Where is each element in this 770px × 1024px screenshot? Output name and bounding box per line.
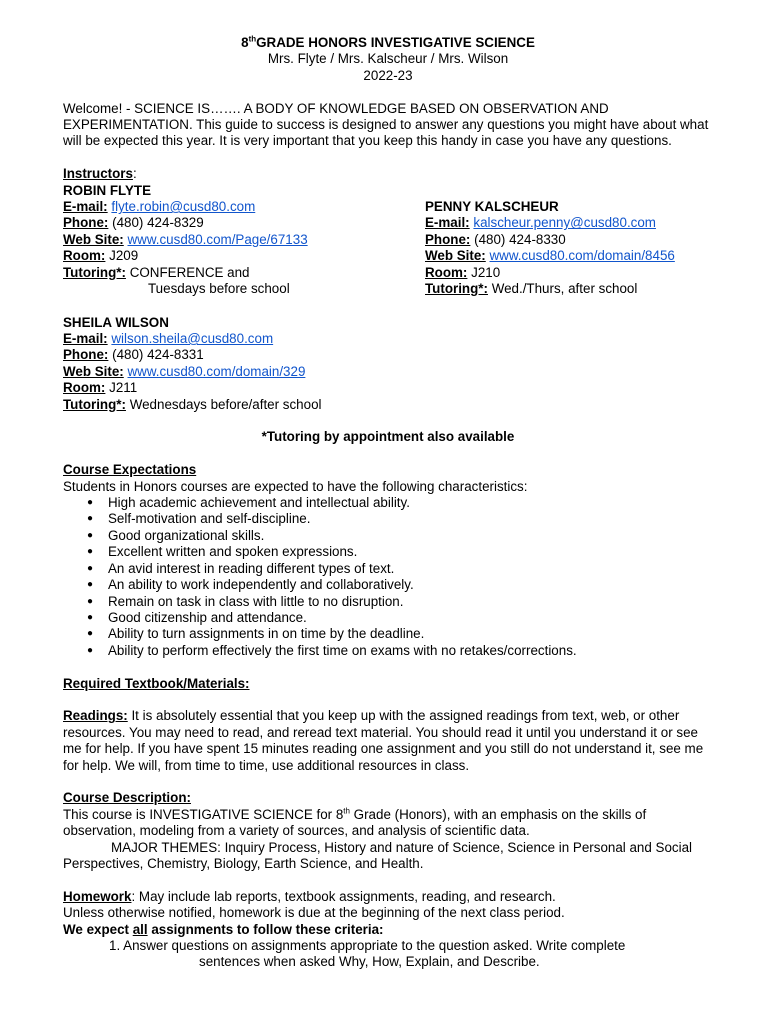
instructor-name: ROBIN FLYTE [63, 182, 152, 198]
phone-label: Phone: [63, 347, 109, 363]
list-item-text: An ability to work independently and collaboratively. [108, 577, 414, 593]
grade-number: 8 [241, 35, 249, 50]
expectations-heading: Course Expectations [63, 462, 197, 478]
grade-superscript: th [343, 806, 350, 816]
tutoring-value: Wed./Thurs, after school [491, 281, 638, 297]
list-item-text: Ability to perform effectively the first time on exams with no retakes/corrections. [108, 642, 577, 658]
list-item-text: Good organizational skills. [108, 527, 265, 543]
website-link[interactable]: www.cusd80.com/Page/67133 [127, 231, 308, 247]
list-item [63, 938, 713, 971]
materials-heading: Required Textbook/Materials: [63, 675, 250, 691]
website-label: Web Site: [63, 363, 124, 379]
course-description-text [63, 807, 713, 840]
criteria-intro-all: all [132, 921, 148, 937]
email-link[interactable]: flyte.robin@cusd80.com [111, 199, 256, 215]
course-title-text: GRADE HONORS INVESTIGATIVE SCIENCE [256, 35, 535, 50]
readings-label: Readings: [63, 708, 128, 724]
email-label: E-mail: [425, 215, 470, 231]
bullet-icon: ● [87, 497, 94, 509]
list-item [63, 544, 713, 560]
instructors-heading-text: Instructors [63, 166, 133, 182]
teacher-names: Mrs. Flyte / Mrs. Kalscheur / Mrs. Wilson [267, 51, 509, 67]
instructor-kalscheur [425, 199, 725, 297]
instructors-colon: : [132, 166, 137, 182]
course-description-heading: Course Description: [63, 790, 191, 806]
course-description-a: This course is INVESTIGATIVE SCIENCE for 8 [63, 806, 344, 822]
list-item-text: An avid interest in reading different types of text. [108, 560, 395, 576]
room-value: J209 [109, 248, 139, 264]
room-label: Room: [63, 248, 106, 264]
tutoring-value: CONFERENCE and [129, 264, 250, 280]
list-item-text: High academic achievement and intellectual ability. [108, 495, 410, 511]
room-value: J210 [471, 264, 501, 280]
school-year: 2022-23 [363, 67, 413, 83]
criteria-text-cont: sentences when asked Why, How, Explain, and Describe. [199, 954, 540, 970]
list-item-text: Self-motivation and self-discipline. [108, 511, 311, 527]
welcome-paragraph: Welcome! - SCIENCE IS……. A BODY OF KNOWLEDGE BASED ON OBSERVATION AND EXPERIMENTATION. This guide to success is designed to answer any questions you might have about what will be expected this year. It is very important that you keep this handy in case you have any questions. [63, 100, 709, 149]
list-item [63, 511, 713, 527]
website-link[interactable]: www.cusd80.com/domain/329 [127, 363, 306, 379]
criteria-intro-a: We expect [63, 921, 133, 937]
website-label: Web Site: [63, 231, 124, 247]
website-link[interactable]: www.cusd80.com/domain/8456 [489, 248, 675, 264]
tutoring-note: *Tutoring by appointment also available [261, 429, 515, 445]
bullet-icon: ● [87, 562, 94, 574]
course-description-b: Grade (Honors), with an emphasis on the skills of observation, modeling from a variety of sources, and analysis of scientific data. [63, 806, 647, 839]
tutoring-label: Tutoring*: [63, 264, 126, 280]
grade-superscript: th [248, 34, 257, 44]
homework-paragraph [63, 889, 713, 905]
list-item [63, 626, 713, 642]
list-item [63, 577, 713, 593]
tutoring-value: Wednesdays before/after school [129, 396, 322, 412]
homework-text: : May include lab reports, textbook assignments, reading, and research. [131, 888, 556, 904]
website-label: Web Site: [425, 248, 486, 264]
list-item-text: Excellent written and spoken expressions. [108, 544, 358, 560]
bullet-icon: ● [87, 513, 94, 525]
phone-label: Phone: [425, 231, 471, 247]
list-item-text: Remain on task in class with little to no disruption. [108, 593, 404, 609]
tutoring-label: Tutoring*: [63, 396, 126, 412]
expectations-list [63, 495, 713, 659]
homework-due: Unless otherwise notified, homework is due at the beginning of the next class period. [63, 905, 565, 921]
bullet-icon: ● [87, 628, 94, 640]
instructor-name: PENNY KALSCHEUR [425, 199, 559, 215]
expectations-intro: Students in Honors courses are expected to have the following characteristics: [63, 478, 528, 494]
homework-label: Homework [63, 888, 132, 904]
tutoring-value-cont: Tuesdays before school [148, 281, 290, 297]
room-label: Room: [63, 380, 106, 396]
bullet-icon: ● [87, 595, 94, 607]
email-link[interactable]: wilson.sheila@cusd80.com [111, 331, 274, 347]
criteria-intro-b: assignments to follow these criteria: [147, 921, 384, 937]
instructors-columns [63, 183, 713, 315]
bullet-icon: ● [87, 644, 94, 656]
list-item [63, 561, 713, 577]
phone-value: (480) 424-8331 [112, 347, 204, 363]
phone-value: (480) 424-8329 [112, 215, 204, 231]
room-value: J211 [109, 380, 138, 396]
email-label: E-mail: [63, 199, 108, 215]
criteria-intro [63, 922, 713, 938]
criteria-text: 1. Answer questions on assignments appropriate to the question asked. Write complete [109, 937, 626, 953]
bullet-icon: ● [87, 611, 94, 623]
phone-label: Phone: [63, 215, 109, 231]
instructors-heading [63, 166, 713, 182]
instructor-flyte [63, 183, 413, 298]
list-item [63, 495, 713, 511]
list-item [63, 610, 713, 626]
readings-paragraph [63, 708, 713, 774]
email-link[interactable]: kalscheur.penny@cusd80.com [473, 215, 656, 231]
tutoring-label: Tutoring*: [425, 281, 488, 297]
bullet-icon: ● [87, 529, 94, 541]
bullet-icon: ● [87, 579, 94, 591]
course-title [63, 35, 713, 51]
criteria-list [63, 938, 713, 971]
instructor-wilson [63, 315, 713, 413]
list-item-text: Ability to turn assignments in on time by the deadline. [108, 626, 425, 642]
email-label: E-mail: [63, 331, 108, 347]
instructor-name: SHEILA WILSON [63, 314, 169, 330]
room-label: Room: [425, 264, 468, 280]
document-page [63, 35, 713, 971]
list-item [63, 528, 713, 544]
list-item-text: Good citizenship and attendance. [108, 609, 307, 625]
phone-value: (480) 424-8330 [474, 231, 566, 247]
list-item [63, 594, 713, 610]
bullet-icon: ● [87, 546, 94, 558]
readings-text: It is absolutely essential that you keep up with the assigned readings from text, web, or other resources. You may need to read, and reread text material. You should read it until you understand it or see me for help. If you have spent 15 minutes reading one assignment and you still do not understand it, see me for help. We will, from time to time, use additional resources in class. [63, 708, 704, 773]
list-item [63, 643, 713, 659]
major-themes: MAJOR THEMES: Inquiry Process, History and nature of Science, Science in Personal and Social Perspectives, Chemistry, Biology, Earth Science, and Health. [63, 839, 693, 871]
